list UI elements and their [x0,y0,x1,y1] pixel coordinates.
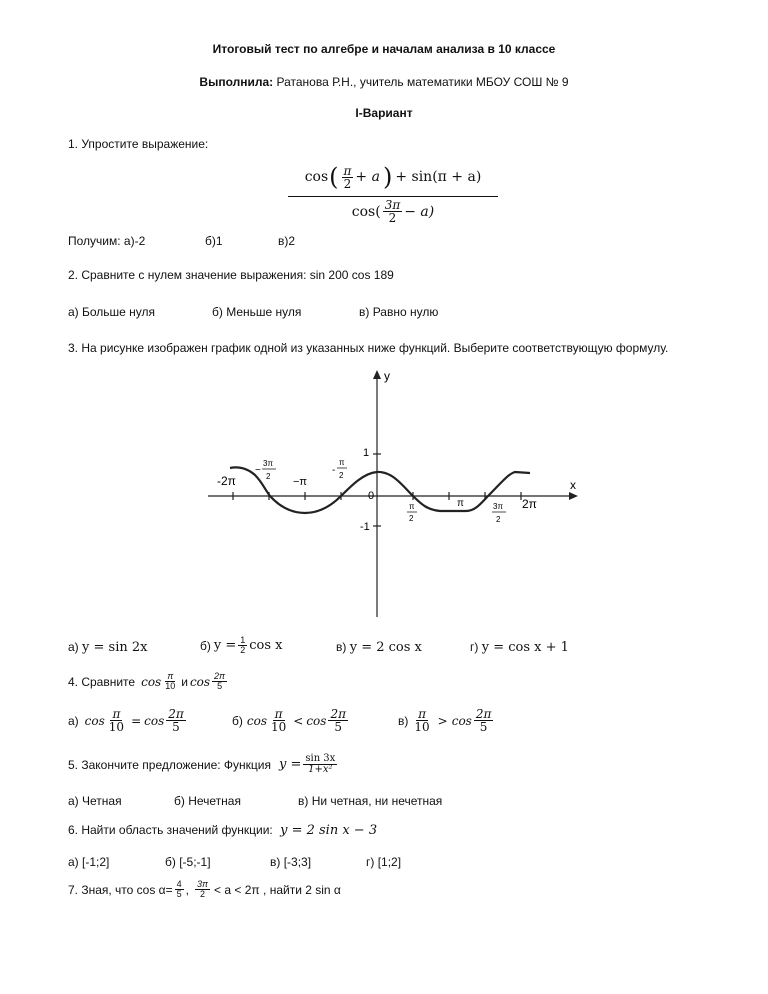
q6-option-c: в) [-3;3] [270,855,312,869]
q1-denominator [288,199,498,224]
q4c-frac-1: $\frac{\pi}{10}$ [414,707,430,734]
question-7-text: 7. Зная, что cos α= $\frac{4}{5}$ , $\frac{3\pi}{2}$ < a < 2π , найти 2 sin α [68,879,341,899]
question-3-text: 3. На рисунке изображен график одной из указанных ниже функций. Выберите соответствующую формулу. [68,341,669,355]
author-label: Выполнила: [199,75,274,89]
question-4-text: 4. Сравните cos $\frac{\pi}{10}$ и cos $\frac{2\pi}{5}$ [68,671,226,691]
question-5-text: 5. Закончите предложение: Функция y = $\frac{\sin 3x}{\text{1+x²}}$ [68,753,336,775]
q6-formula: y = 2 sin x − 3 [280,823,378,838]
origin-label: 0 [368,490,375,502]
q6-option-d: г) [1;2] [366,855,402,869]
q1-right-paren: ) [382,163,393,191]
q1-sin-part: + sin(π + a) [395,169,482,185]
q4c-frac-2: $\frac{2\pi}{5}$ [475,707,492,734]
label-minus-3pi2-sign: − [255,465,261,476]
q2-option-b: б) Меньше нуля [212,305,302,319]
label-3pi2-num: 3π [493,502,503,511]
y-axis-arrow [373,370,381,379]
label-minus-3pi2-den: 2 [266,472,271,481]
q4-option-b: б) cos $\frac{\pi}{10}$ < cos $\frac{2\pi}{5}$ [232,707,346,734]
q1-minus-a: − a) [404,203,435,220]
label-minus-1: -1 [360,521,370,533]
label-pi2-num: π [409,502,415,511]
q1-plus-a: + a [355,169,380,185]
q1-fraction-bar [288,196,498,197]
question-6-text: 6. Найти область значений функции: y = 2 sin x − 3 [68,823,378,838]
y-axis-label: y [384,369,390,383]
q4-2pi-over-5: $\frac{2\pi}{5}$ [214,671,226,691]
q1-numerator [288,160,498,194]
question-2-text: 2. Сравните с нулем значение выражения: sin 200 cos 189 [68,268,394,282]
q6-option-a: а) [-1;2] [68,855,110,869]
function-graph [200,365,590,625]
q5-option-b: б) Нечетная [174,794,241,808]
label-minus-2pi: -2π [217,474,236,488]
author-line [0,75,768,89]
q4-pi-over-10: $\frac{\pi}{10}$ [165,671,176,691]
q1-option-c: в)2 [278,234,296,248]
q5-option-a: а) Четная [68,794,122,808]
x-axis-arrow [569,492,578,500]
q6-option-b: б) [-5;-1] [165,855,211,869]
label-3pi2-den: 2 [496,515,501,524]
q4b-frac-2: $\frac{2\pi}{5}$ [330,707,346,734]
label-1: 1 [363,447,370,459]
q3-option-b: б) y = $\frac{1}{2}$ cos x [200,635,283,655]
q1-left-paren: ( [329,163,339,191]
variant-title: I-Вариант [355,106,413,120]
q2-option-c: в) Равно нулю [359,305,439,319]
q1-den-cos: cos( [351,203,381,220]
label-minus-3pi2-num: 3π [263,459,273,468]
q7-3pi-over-2: $\frac{3\pi}{2}$ [197,879,209,899]
q1-3pi-over-2: $\frac{3\pi}{2}$ [384,198,401,225]
q4a-frac-1: $\frac{\pi}{10}$ [108,707,125,734]
author-text: Ратанова Р.Н., учитель математики МБОУ СОШ № 9 [273,75,569,89]
label-minus-pi2-num: π [339,458,345,467]
label-minus-pi: −π [293,476,308,488]
q4-option-a: а) cos $\frac{\pi}{10}$ = cos $\frac{2\pi}{5}$ [68,707,184,734]
q1-option-b: б)1 [205,234,223,248]
label-pi: π [457,498,464,509]
q1-pi-over-2: $\frac{\pi}{2}$ [343,163,352,191]
q3-one-half: $\frac{1}{2}$ [240,635,246,655]
q3-option-c: в) y = 2 cos x [336,640,422,655]
q4b-frac-1: $\frac{\pi}{10}$ [270,707,287,734]
function-curve [230,467,530,513]
q1-cos: cos [304,169,329,185]
page-title: Итоговый тест по алгебре и началам анализа в 10 классе [212,42,556,56]
q7-four-fifths: $\frac{4}{5}$ [176,879,182,899]
label-2pi: 2π [522,497,537,511]
q3-option-a: а) y = sin 2x [68,640,148,655]
label-minus-pi2-den: 2 [339,471,344,480]
label-pi2-den: 2 [409,514,414,523]
q3-option-d: г) y = cos x + 1 [470,640,569,655]
x-axis-label: x [570,478,576,492]
q5-option-c: в) Ни четная, ни нечетная [298,794,443,808]
q4-option-c: в) $\frac{\pi}{10}$ > cos $\frac{2\pi}{5}$ [398,707,492,734]
q1-option-a: Получим: а)-2 [68,234,146,248]
q5-fraction: $\frac{\sin 3x}{\text{1+x²}}$ [305,753,336,775]
q1-expression [288,160,498,224]
q2-option-a: а) Больше нуля [68,305,156,319]
label-minus-pi2-sign: - [332,465,336,476]
q4a-frac-2: $\frac{2\pi}{5}$ [168,707,184,734]
question-1-text: 1. Упростите выражение: [68,137,209,151]
